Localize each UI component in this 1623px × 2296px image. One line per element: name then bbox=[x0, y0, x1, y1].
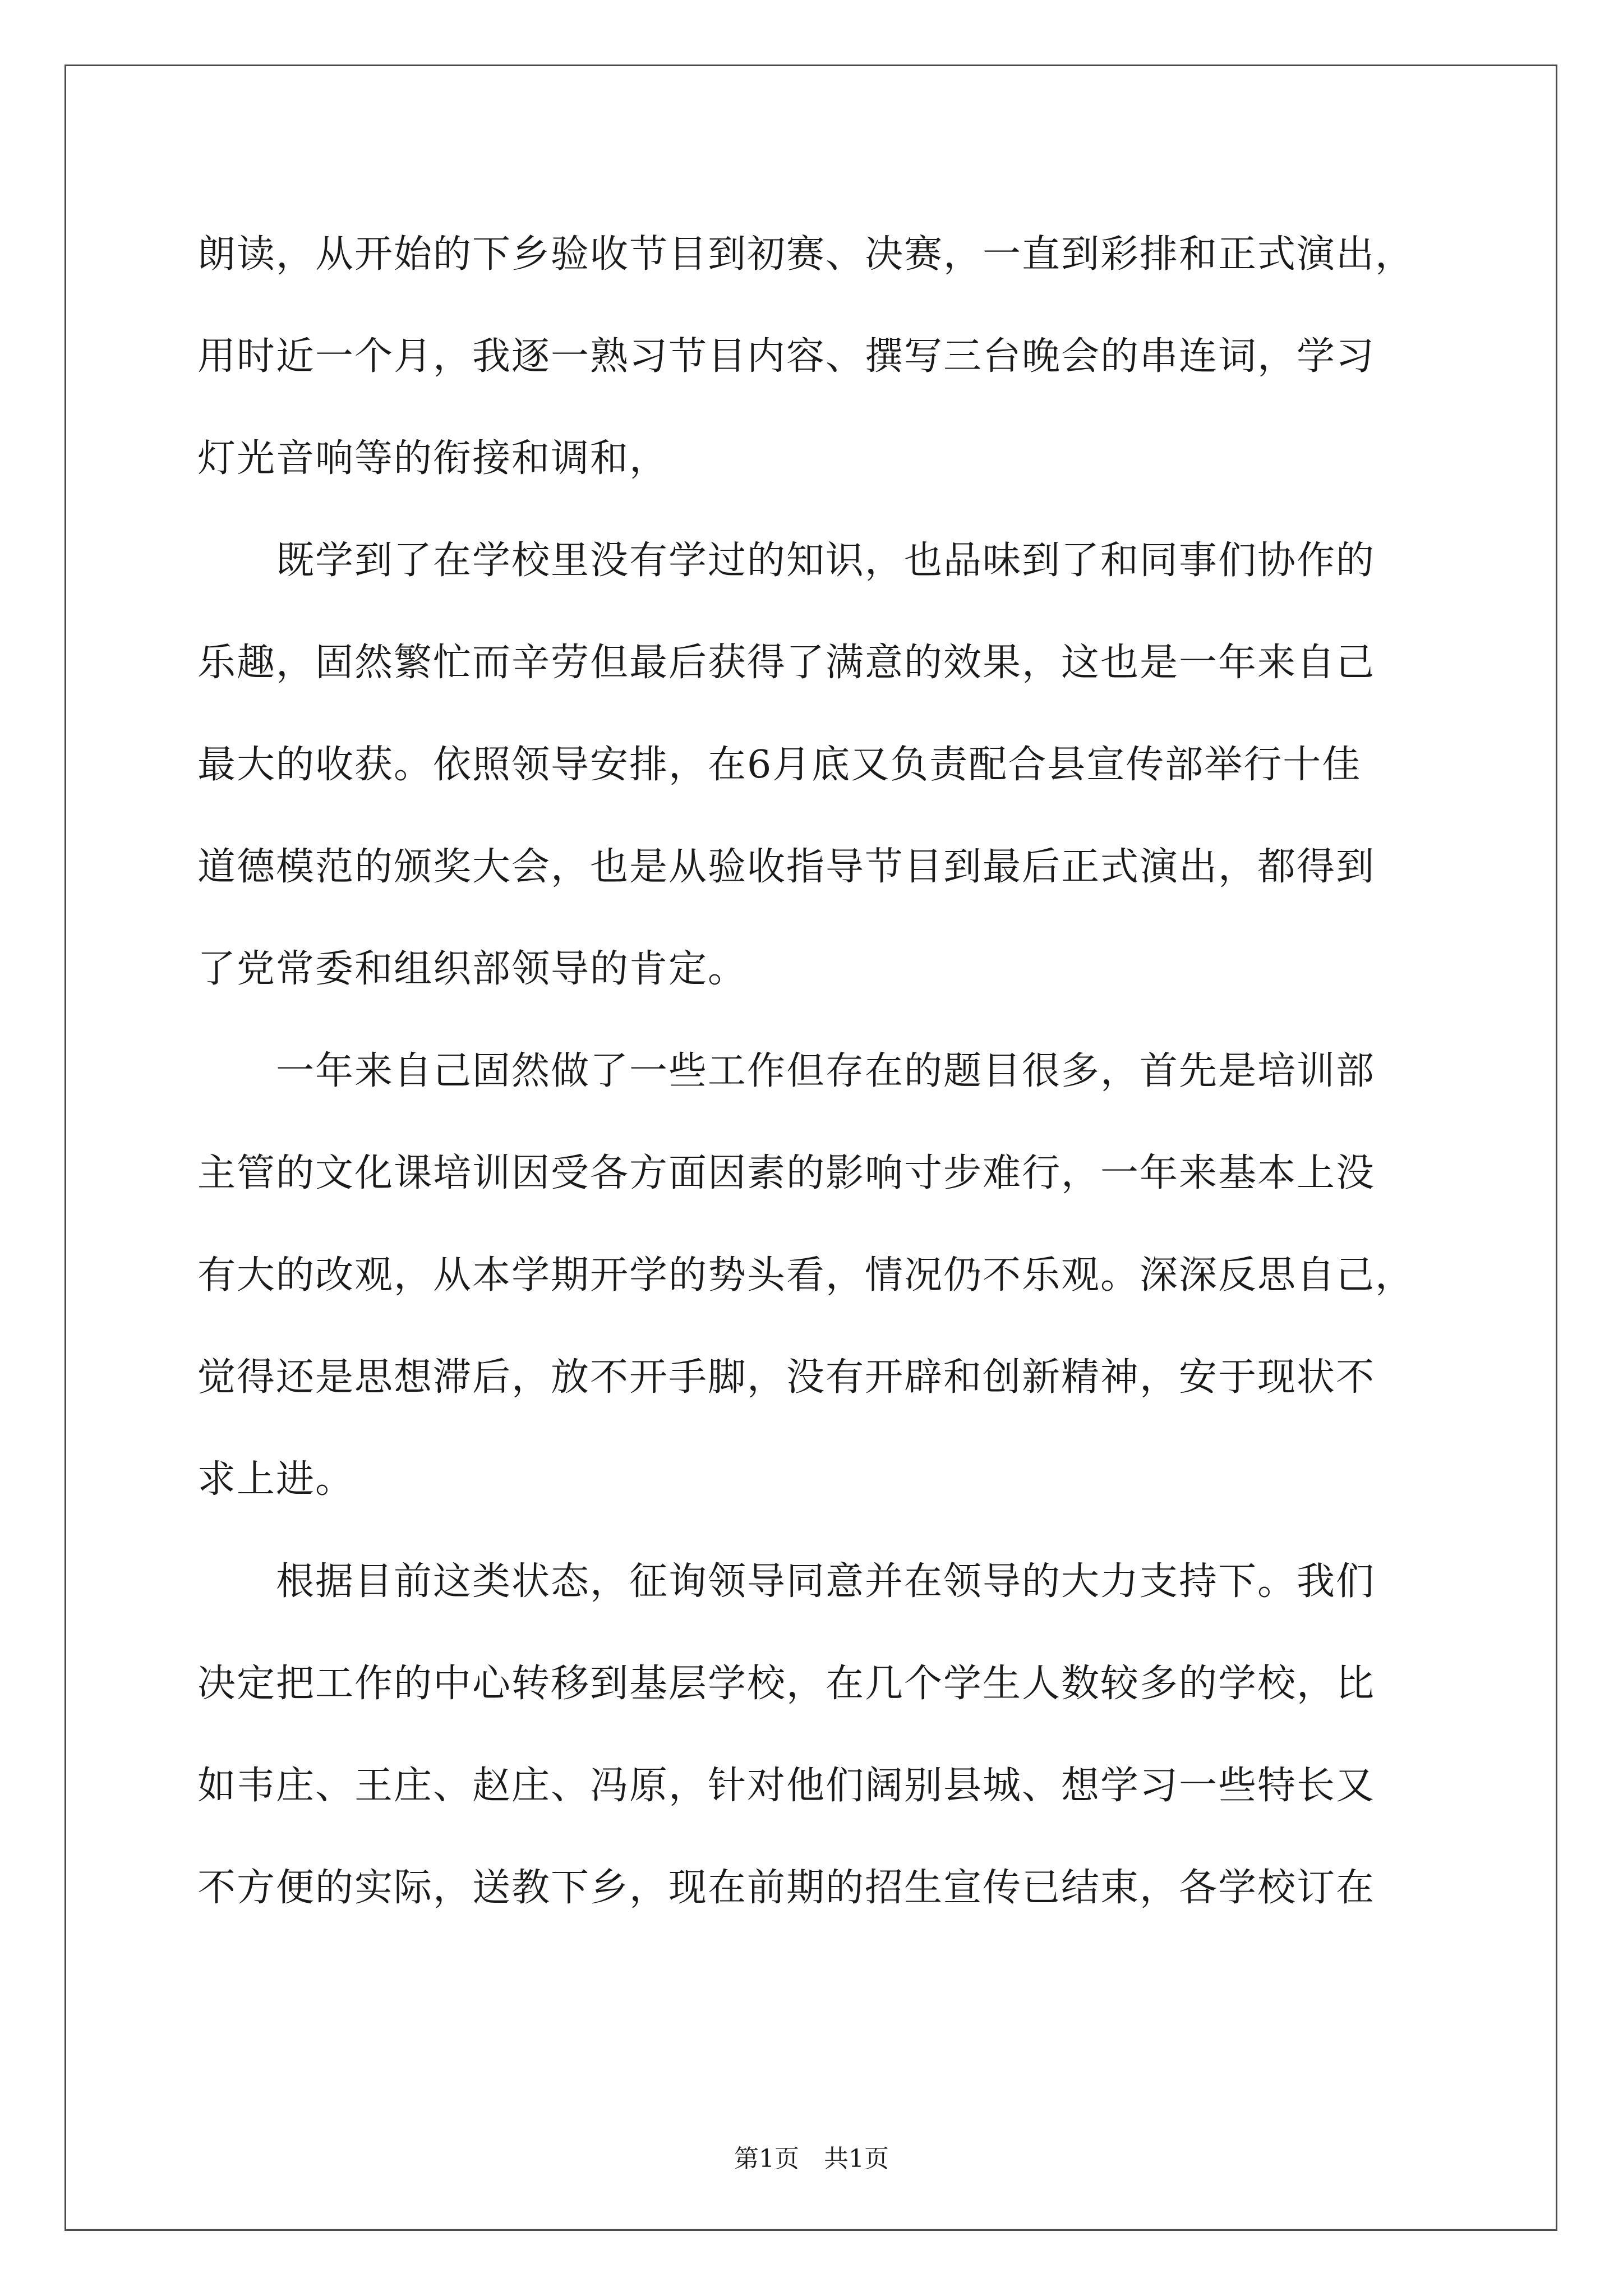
text-line: 朗读，从开始的下乡验收节目到初赛、决赛，一直到彩排和正式演出， bbox=[197, 232, 1415, 277]
text-line: 有大的改观，从本学期开学的势头看，情况仍不乐观。深深反思自己， bbox=[197, 1253, 1415, 1297]
text-line: 最大的收获。依照领导安排，在6月底又负责配合县宣传部举行十佳 bbox=[197, 743, 1362, 787]
page-number-footer: 第1页 共1页 bbox=[734, 2145, 889, 2173]
text-line: 求上进。 bbox=[197, 1457, 355, 1502]
text-line: 如韦庄、王庄、赵庄、冯原，针对他们阔别县城、想学习一些特长又 bbox=[197, 1764, 1376, 1808]
text-line: 觉得还是思想滞后，放不开手脚，没有开辟和创新精神，安于现状不 bbox=[197, 1355, 1376, 1400]
text-line: 一年来自己固然做了一些工作但存在的题目很多，首先是培训部 bbox=[197, 1049, 1376, 1093]
text-line: 不方便的实际，送教下乡，现在前期的招生宣传已结束，各学校订在 bbox=[197, 1866, 1376, 1910]
text-line: 主管的文化课培训因受各方面因素的影响寸步难行，一年来基本上没 bbox=[197, 1151, 1376, 1195]
text-line: 灯光音响等的衔接和调和， bbox=[197, 436, 669, 481]
text-line: 用时近一个月，我逐一熟习节目内容、撰写三台晚会的串连词，学习 bbox=[197, 334, 1376, 379]
text-line: 决定把工作的中心转移到基层学校，在几个学生人数较多的学校，比 bbox=[197, 1662, 1376, 1706]
text-line: 道德模范的颁奖大会，也是从验收指导节目到最后正式演出，都得到 bbox=[197, 845, 1376, 889]
text-line: 乐趣，固然繁忙而辛劳但最后获得了满意的效果，这也是一年来自己 bbox=[197, 641, 1376, 685]
text-line: 根据目前这类状态，征询领导同意并在领导的大力支持下。我们 bbox=[197, 1559, 1376, 1604]
text-line: 了党常委和组织部领导的肯定。 bbox=[197, 947, 748, 991]
text-line: 既学到了在学校里没有学过的知识，也品味到了和同事们协作的 bbox=[197, 539, 1376, 583]
